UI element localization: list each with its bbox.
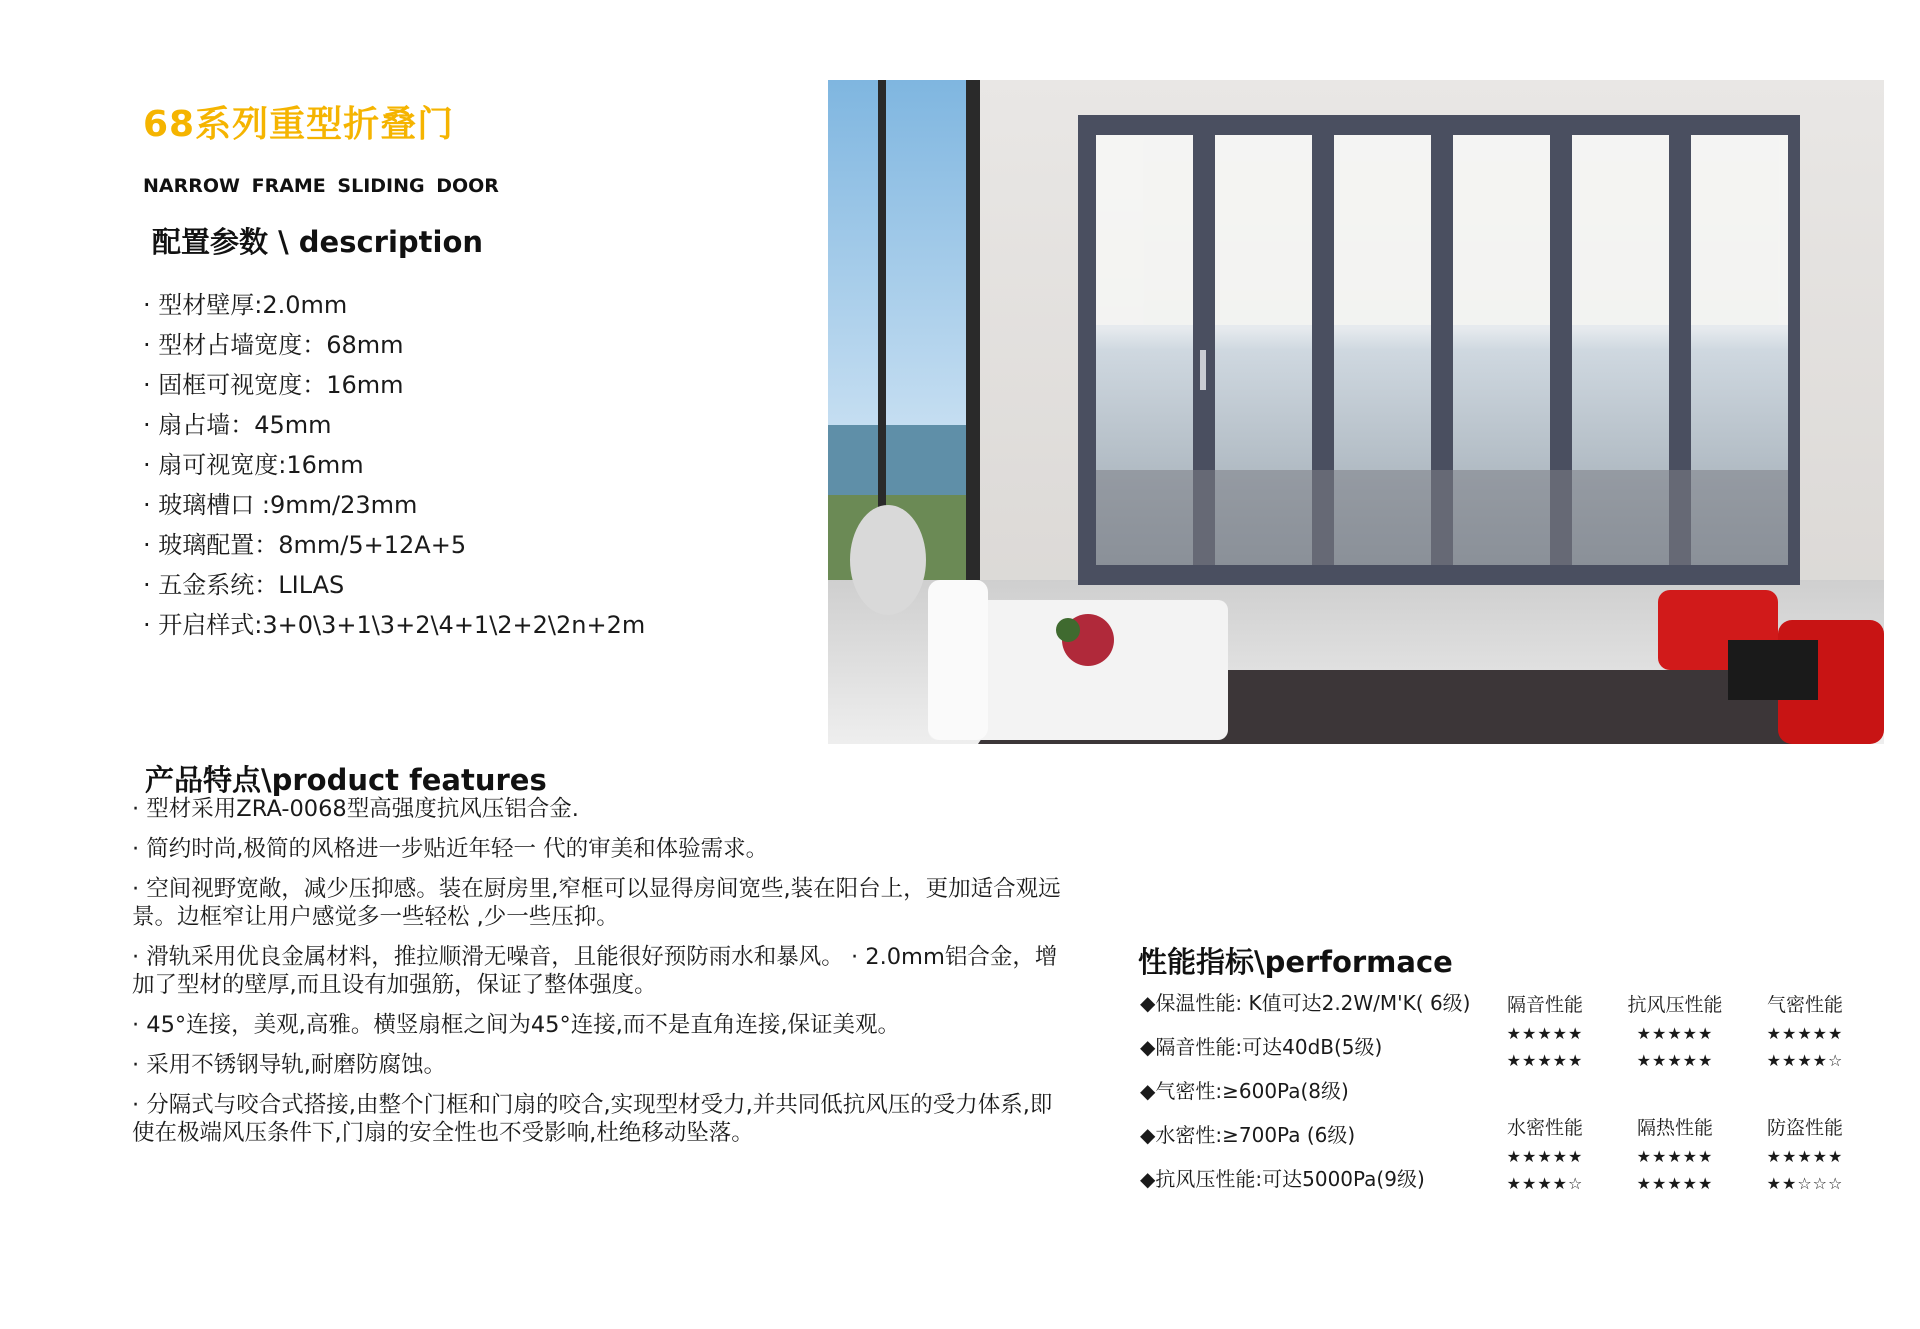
rating-table-top [1480, 990, 1870, 1074]
features-heading: 产品特点\product features [145, 763, 547, 797]
rating-label: 隔音性能 [1506, 994, 1583, 1016]
folding-door-scene-icon [828, 80, 1884, 744]
performance-item: ◆保温性能: K值可达2.2W/M'K( 6级) [1140, 991, 1471, 1015]
performance-list [1140, 990, 1470, 1210]
rating-row [1480, 1047, 1870, 1074]
performance-item: ◆隔音性能:可达40dB(5级) [1140, 1035, 1383, 1059]
star-rating: ★★★★☆ [1506, 1174, 1584, 1193]
star-rating: ★★★★★ [1636, 1051, 1714, 1070]
spec-item: · 固框可视宽度：16mm [143, 371, 404, 399]
spec-item: · 扇占墙：45mm [143, 411, 332, 439]
feature-item: · 分隔式与咬合式搭接,由整个门框和门扇的咬合,实现型材受力,并共同低抗风压的受力体系,即使在极端风压条件下,门扇的安全性也不受影响,杜绝移动坠落。 [132, 1092, 1053, 1146]
spec-item: · 型材占墙宽度：68mm [143, 331, 404, 359]
spec-item: · 扇可视宽度:16mm [143, 451, 364, 479]
rating-row [1480, 1143, 1870, 1170]
spec-item: · 开启样式:3+0\3+1\3+2\4+1\2+2\2n+2m [143, 611, 646, 639]
rating-labels [1480, 990, 1870, 1020]
star-rating: ★★★★★ [1506, 1024, 1584, 1043]
rating-label: 隔热性能 [1636, 1117, 1713, 1139]
feature-item: · 采用不锈钢导轨,耐磨防腐蚀。 [132, 1052, 446, 1078]
description-heading: 配置参数 \ description [152, 225, 484, 259]
feature-item: · 型材采用ZRA-0068型高强度抗风压铝合金. [132, 796, 579, 822]
performance-item: ◆水密性:≥700Pa (6级) [1140, 1123, 1356, 1147]
star-rating: ★★★★☆ [1766, 1051, 1844, 1070]
star-rating: ★★★★★ [1506, 1147, 1584, 1166]
rating-label: 抗风压性能 [1627, 994, 1723, 1016]
feature-item: · 空间视野宽敞，减少压抑感。装在厨房里,窄框可以显得房间宽些,装在阳台上，更加适合观远景。边框窄让用户感觉多一些轻松 ,少一些压抑。 [132, 876, 1061, 930]
star-rating: ★★★★★ [1506, 1051, 1584, 1070]
performance-heading: 性能指标\performace [1138, 945, 1453, 979]
spec-item: · 玻璃槽口 :9mm/23mm [143, 491, 418, 519]
product-photo [828, 80, 1884, 744]
rating-label: 防盗性能 [1766, 1117, 1843, 1139]
feature-item: · 滑轨采用优良金属材料，推拉顺滑无噪音，且能很好预防雨水和暴风。 · 2.0mm铝合金，增加了型材的壁厚,而且设有加强筋，保证了整体强度。 [132, 944, 1058, 998]
feature-item: · 简约时尚,极简的风格进一步贴近年轻一 代的审美和体验需求。 [132, 836, 769, 862]
spec-item: · 型材壁厚:2.0mm [143, 291, 348, 319]
rating-row [1480, 1020, 1870, 1047]
feature-list [132, 795, 1072, 1159]
rating-label: 气密性能 [1766, 994, 1843, 1016]
rating-labels [1480, 1113, 1870, 1143]
star-rating: ★★★★★ [1636, 1174, 1714, 1193]
rating-table-bottom [1480, 1113, 1870, 1197]
page-title: 68系列重型折叠门 [143, 104, 455, 145]
spec-item: · 玻璃配置：8mm/5+12A+5 [143, 531, 467, 559]
performance-item: ◆抗风压性能:可达5000Pa(9级) [1140, 1167, 1425, 1191]
star-rating: ★★☆☆☆ [1766, 1174, 1844, 1193]
star-rating: ★★★★★ [1636, 1024, 1714, 1043]
page-subtitle: NARROW FRAME SLIDING DOOR [143, 175, 499, 197]
feature-item: · 45°连接，美观,高雅。横竖扇框之间为45°连接,而不是直角连接,保证美观。 [132, 1012, 901, 1038]
performance-item: ◆气密性:≥600Pa(8级) [1140, 1079, 1349, 1103]
star-rating: ★★★★★ [1636, 1147, 1714, 1166]
spec-item: · 五金系统：LILAS [143, 571, 345, 599]
rating-label: 水密性能 [1506, 1117, 1583, 1139]
rating-row [1480, 1170, 1870, 1197]
spec-list [143, 285, 645, 645]
star-rating: ★★★★★ [1766, 1024, 1844, 1043]
star-rating: ★★★★★ [1766, 1147, 1844, 1166]
